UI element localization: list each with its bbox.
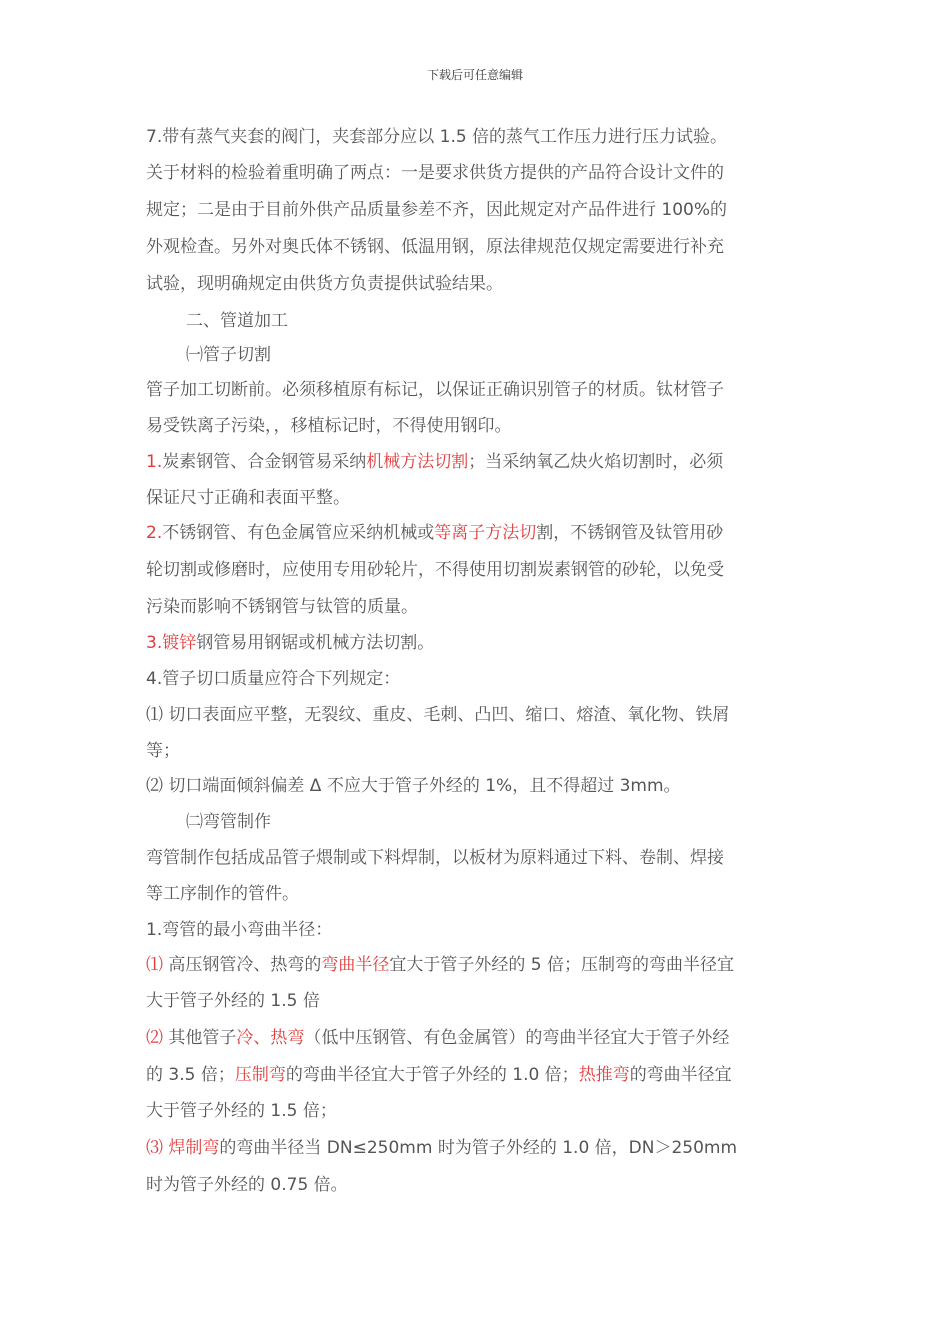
text-segment: 的 3.5 倍； — [146, 1065, 235, 1085]
text-line — [146, 631, 806, 655]
text-line — [146, 918, 806, 942]
text-line — [146, 521, 806, 545]
text-line — [146, 343, 846, 367]
text-line — [146, 595, 806, 619]
text-line — [146, 272, 806, 296]
text-line — [146, 1173, 806, 1197]
highlighted-text: 2. — [146, 523, 163, 543]
text-segment: 的弯曲半径当 DN≤250mm 时为管子外经的 1.0 倍，DN＞250mm — [219, 1138, 738, 1158]
text-segment: 炭素钢管、合金钢管易采纳 — [162, 452, 367, 472]
text-line — [146, 1136, 806, 1160]
text-segment: 4.管子切口质量应符合下列规定： — [146, 669, 401, 689]
text-segment: ⑴ 切口表面应平整，无裂纹、重皮、毛刺、凸凹、缩口、熔渣、氧化物、铁屑 — [146, 705, 730, 725]
text-segment: ；当采纳氧乙炔火焰切割时，必须 — [468, 452, 724, 472]
highlighted-text: 等离子方法切 — [434, 523, 537, 543]
text-line — [146, 774, 806, 798]
text-segment: 易受铁离子污染，，移植标记时，不得使用钢印。 — [146, 416, 512, 436]
text-line — [146, 1026, 806, 1050]
text-segment: 外观检查。另外对奥氏体不锈钢、低温用钢，原法律规范仅规定需要进行补充 — [146, 237, 724, 257]
text-segment: ㈠管子切割 — [186, 345, 271, 365]
text-segment: 规定；二是由于目前外供产品质量参差不齐，因此规定对产品件进行 100%的 — [146, 200, 728, 220]
highlighted-text: ⑶ — [146, 1138, 163, 1158]
text-segment: 宜大于管子外经的 5 倍；压制弯的弯曲半径宜 — [389, 955, 735, 975]
text-line — [146, 486, 806, 510]
text-segment: 大于管子外经的 1.5 倍 — [146, 991, 320, 1011]
text-line — [146, 989, 806, 1013]
highlighted-text: ⑴ — [146, 955, 163, 975]
text-line — [146, 703, 806, 727]
text-segment: 割，不锈钢管及钛管用砂 — [536, 523, 724, 543]
text-segment: 轮切割或修磨时，应使用专用砂轮片，不得使用切割炭素钢管的砂轮，以免受 — [146, 560, 724, 580]
page-header: 下载后可任意编辑 — [426, 68, 523, 82]
text-line — [146, 235, 806, 259]
text-line — [146, 953, 806, 977]
text-segment: 二、管道加工 — [186, 311, 288, 331]
text-segment: 7.带有蒸气夹套的阀门，夹套部分应以 1.5 倍的蒸气工作压力进行压力试验。 — [146, 127, 728, 147]
text-segment: 关于材料的检验着重明确了两点：一是要求供货方提供的产品符合设计文件的 — [146, 163, 724, 183]
text-segment: 污染而影响不锈钢管与钛管的质量。 — [146, 597, 418, 617]
text-segment: ㈡弯管制作 — [186, 812, 271, 832]
text-line — [146, 125, 806, 149]
text-line — [146, 161, 806, 185]
text-line — [146, 309, 846, 333]
text-segment: 管子加工切断前。必须移植原有标记，以保证正确识别管子的材质。钛材管子 — [146, 380, 724, 400]
text-segment: 等工序制作的管件。 — [146, 884, 299, 904]
highlighted-text: 3. — [146, 633, 163, 653]
highlighted-text: 1. — [146, 452, 163, 472]
text-segment: 的弯曲半径宜大于管子外经的 1.0 倍； — [285, 1065, 579, 1085]
highlighted-text: ⑵ — [146, 1028, 163, 1048]
highlighted-text: 压制弯 — [234, 1065, 286, 1085]
highlighted-text: 机械方法切割 — [366, 452, 469, 472]
text-segment: 等； — [146, 741, 180, 761]
text-line — [146, 450, 806, 474]
text-line — [146, 558, 806, 582]
text-line — [146, 1099, 806, 1123]
text-segment: 大于管子外经的 1.5 倍； — [146, 1101, 337, 1121]
text-segment: 钢管易用钢锯或机械方法切割。 — [196, 633, 435, 653]
text-segment: 弯管制作包括成品管子煨制或下料焊制，以板材为原料通过下料、卷制、焊接 — [146, 848, 724, 868]
text-segment: 高压钢管冷、热弯的 — [163, 955, 322, 975]
text-line — [146, 198, 806, 222]
text-segment: 时为管子外经的 0.75 倍。 — [146, 1175, 348, 1195]
text-line — [146, 378, 806, 402]
text-line — [146, 667, 806, 691]
text-line — [146, 739, 806, 763]
text-line — [146, 846, 806, 870]
text-segment: 不锈钢管、有色金属管应采纳机械或 — [162, 523, 435, 543]
text-segment: 1.弯管的最小弯曲半径： — [146, 920, 333, 940]
text-segment: 试验，现明确规定由供货方负责提供试验结果。 — [146, 274, 503, 294]
text-line — [146, 882, 806, 906]
text-line — [146, 1063, 806, 1087]
text-line — [146, 810, 846, 834]
text-segment: 其他管子 — [163, 1028, 237, 1048]
highlighted-text: 弯曲半径 — [321, 955, 390, 975]
highlighted-text: 镀锌 — [162, 633, 197, 653]
highlighted-text: 热推弯 — [578, 1065, 630, 1085]
highlighted-text: 冷、热弯 — [236, 1028, 305, 1048]
text-segment: ⑵ 切口端面倾斜偏差 Δ 不应大于管子外经的 1%，且不得超过 3mm。 — [146, 776, 681, 796]
text-segment: （低中压钢管、有色金属管）的弯曲半径宜大于管子外经 — [304, 1028, 730, 1048]
text-line — [146, 414, 806, 438]
text-segment: 的弯曲半径宜 — [629, 1065, 732, 1085]
text-segment: 保证尺寸正确和表面平整。 — [146, 488, 350, 508]
highlighted-text: 焊制弯 — [168, 1138, 220, 1158]
